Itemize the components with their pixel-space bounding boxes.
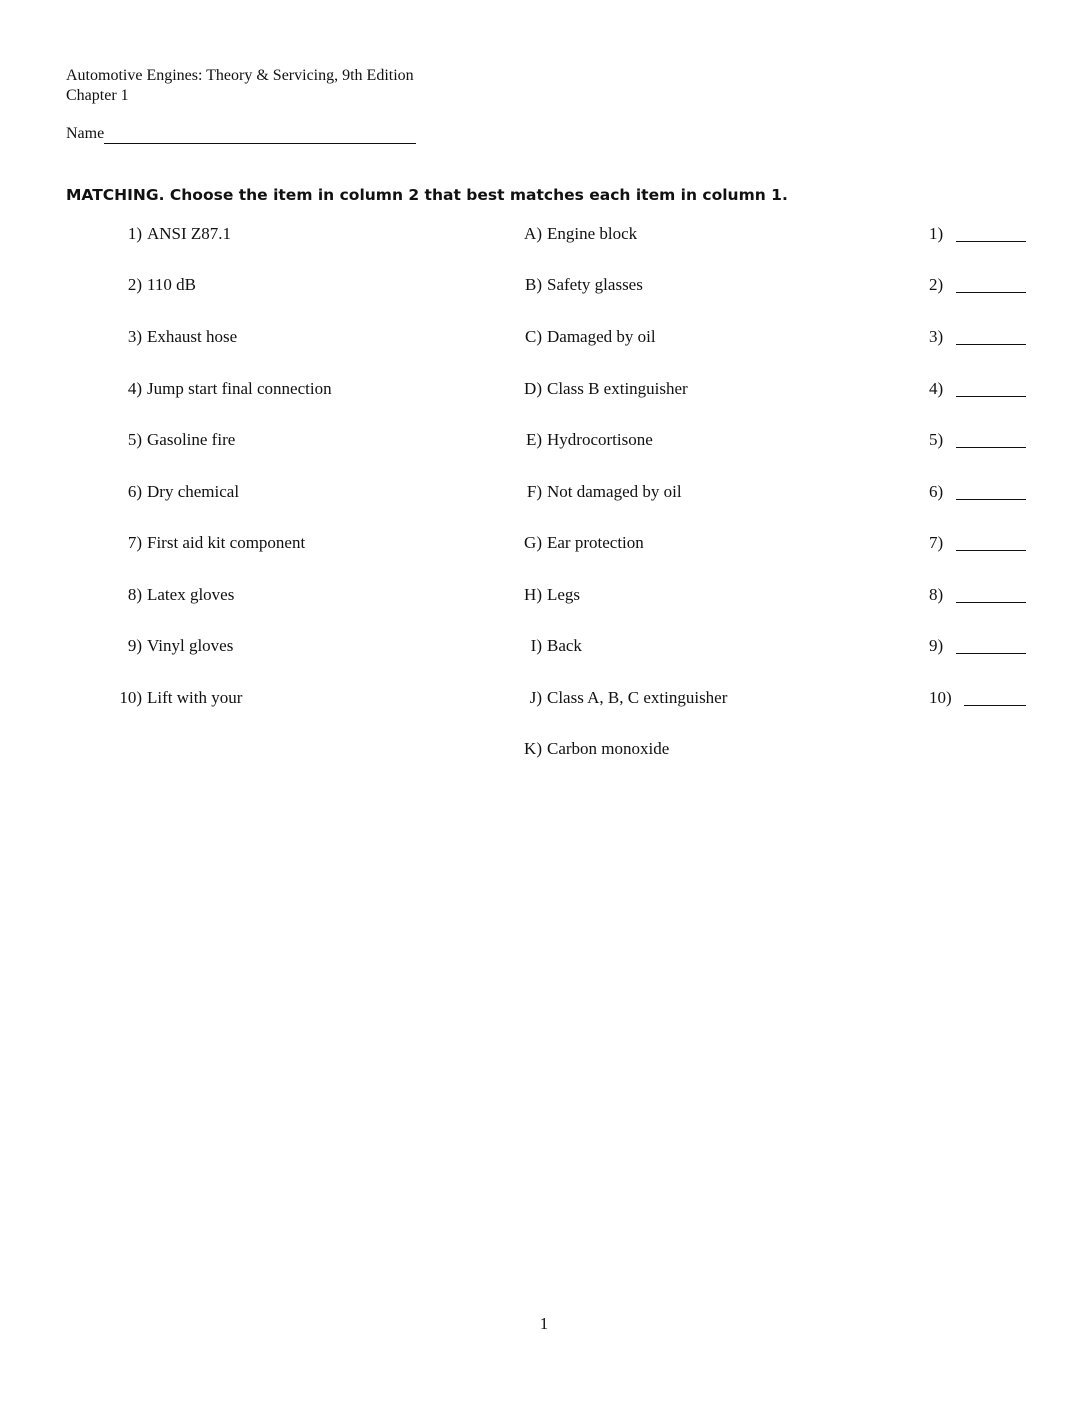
answer-number: 5) bbox=[929, 430, 944, 449]
matching-row bbox=[0, 737, 1088, 761]
question-text: Jump start final connection bbox=[147, 379, 332, 398]
question-text: Vinyl gloves bbox=[147, 636, 234, 655]
question-number: 1) bbox=[127, 224, 142, 243]
answer-number: 8) bbox=[929, 585, 944, 604]
matching-row bbox=[0, 325, 1088, 349]
option-text: Hydrocortisone bbox=[547, 430, 653, 449]
answer-blank[interactable] bbox=[956, 447, 1026, 448]
question-text: Dry chemical bbox=[147, 482, 240, 501]
option-letter: K) bbox=[524, 739, 542, 758]
document-header bbox=[66, 66, 414, 106]
matching-row bbox=[0, 428, 1088, 452]
option-text: Back bbox=[547, 636, 582, 655]
answer-number: 2) bbox=[929, 275, 944, 294]
question-number: 9) bbox=[127, 636, 142, 655]
question-number: 4) bbox=[127, 379, 142, 398]
answer-number: 10) bbox=[929, 688, 952, 707]
option-letter: E) bbox=[525, 430, 542, 449]
matching-row bbox=[0, 222, 1088, 246]
question-number: 10) bbox=[119, 688, 142, 707]
matching-row bbox=[0, 531, 1088, 555]
name-label: Name bbox=[66, 125, 105, 142]
answer-number: 4) bbox=[929, 379, 944, 398]
question-text: Gasoline fire bbox=[147, 430, 236, 449]
option-letter: B) bbox=[525, 275, 542, 294]
answer-blank[interactable] bbox=[964, 705, 1026, 706]
answer-number: 1) bbox=[929, 224, 944, 243]
answer-blank[interactable] bbox=[956, 550, 1026, 551]
option-text: Damaged by oil bbox=[547, 327, 656, 346]
option-letter: G) bbox=[524, 533, 542, 552]
option-letter: C) bbox=[525, 327, 542, 346]
option-letter: D) bbox=[524, 379, 542, 398]
answer-blank[interactable] bbox=[956, 499, 1026, 500]
matching-row bbox=[0, 686, 1088, 710]
answer-blank[interactable] bbox=[956, 292, 1026, 293]
question-text: ANSI Z87.1 bbox=[147, 224, 232, 243]
page-number: 1 bbox=[539, 1314, 549, 1333]
option-text: Class B extinguisher bbox=[547, 379, 688, 398]
answer-blank[interactable] bbox=[956, 653, 1026, 654]
name-field-row bbox=[66, 124, 416, 144]
answer-blank[interactable] bbox=[956, 241, 1026, 242]
question-number: 3) bbox=[127, 327, 142, 346]
option-text: Safety glasses bbox=[547, 275, 643, 294]
question-text: Latex gloves bbox=[147, 585, 235, 604]
instructions: MATCHING. Choose the item in column 2 that best matches each item in column 1. bbox=[66, 186, 788, 204]
question-number: 6) bbox=[127, 482, 142, 501]
book-title: Automotive Engines: Theory & Servicing, 9th Edition bbox=[66, 67, 414, 84]
option-text: Carbon monoxide bbox=[547, 739, 670, 758]
answer-number: 9) bbox=[929, 636, 944, 655]
option-letter: J) bbox=[529, 688, 542, 707]
question-number: 7) bbox=[127, 533, 142, 552]
option-text: Engine block bbox=[547, 224, 638, 243]
answer-number: 6) bbox=[929, 482, 944, 501]
matching-row bbox=[0, 634, 1088, 658]
matching-row bbox=[0, 480, 1088, 504]
question-number: 8) bbox=[127, 585, 142, 604]
question-number: 5) bbox=[127, 430, 142, 449]
option-text: Class A, B, C extinguisher bbox=[547, 688, 728, 707]
matching-row bbox=[0, 583, 1088, 607]
question-text: First aid kit component bbox=[147, 533, 306, 552]
answer-blank[interactable] bbox=[956, 396, 1026, 397]
chapter-label: Chapter 1 bbox=[66, 87, 129, 104]
question-number: 2) bbox=[127, 275, 142, 294]
matching-row bbox=[0, 377, 1088, 401]
answer-blank[interactable] bbox=[956, 344, 1026, 345]
option-letter: A) bbox=[524, 224, 542, 243]
question-text: Exhaust hose bbox=[147, 327, 238, 346]
name-blank[interactable] bbox=[104, 126, 416, 144]
answer-number: 3) bbox=[929, 327, 944, 346]
option-letter: F) bbox=[526, 482, 542, 501]
answer-blank[interactable] bbox=[956, 602, 1026, 603]
option-text: Not damaged by oil bbox=[547, 482, 682, 501]
matching-row bbox=[0, 273, 1088, 297]
question-text: 110 dB bbox=[147, 275, 196, 294]
question-text: Lift with your bbox=[147, 688, 243, 707]
option-letter: I) bbox=[530, 636, 542, 655]
option-text: Ear protection bbox=[547, 533, 644, 552]
option-letter: H) bbox=[524, 585, 542, 604]
option-text: Legs bbox=[547, 585, 581, 604]
answer-number: 7) bbox=[929, 533, 944, 552]
